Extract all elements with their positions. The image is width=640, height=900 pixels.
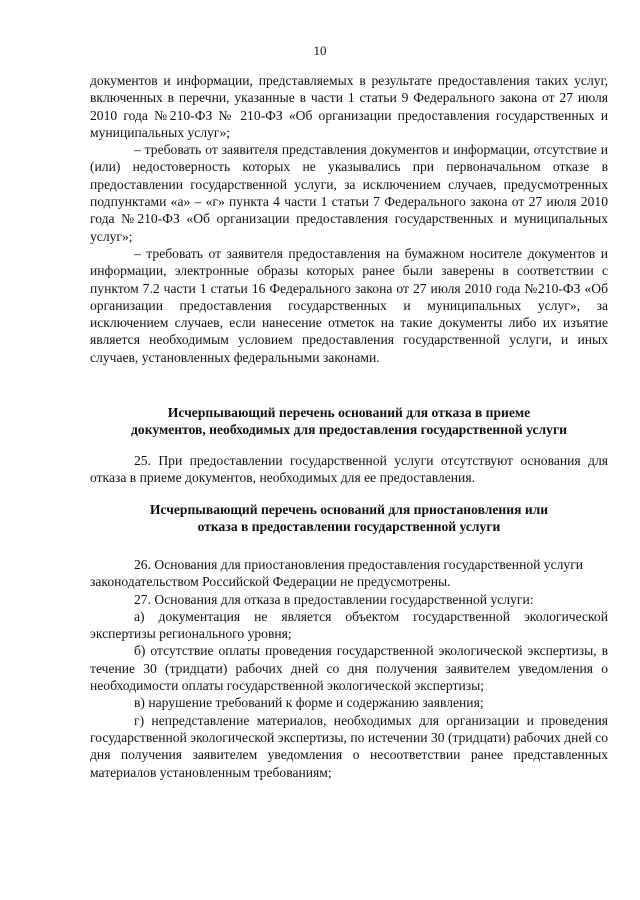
text-block-clauses-26-27 [90, 556, 608, 781]
heading-line: Исчерпывающий перечень оснований для отказа в приеме [167, 405, 531, 420]
paragraph: законодательством Российской Федерации не предусмотрены. [90, 574, 451, 590]
heading-line: Исчерпывающий перечень оснований для приостановления или [149, 502, 549, 517]
list-item: а) документация не является объектом государственной экологической экспертизы регионального уровня; [90, 608, 608, 642]
list-item: в) нарушение требований к форме и содержанию заявления; [134, 695, 484, 711]
list-item: б) отсутствие оплаты проведения государственной экологической экспертизы, в течение 30 (тридцати) рабочих дней со дня получения заявителем уведомления о необходимости оплаты государственной экологической экспертизы; [90, 643, 608, 694]
paragraph: 25. При предоставлении государственной услуги отсутствуют основания для отказа в приеме документов, необходимых для ее предоставления. [90, 453, 608, 486]
text-block-restrictions [90, 72, 608, 366]
section-heading-suspension-refusal [90, 501, 608, 536]
page-number: 10 [313, 43, 327, 58]
paragraph: – требовать от заявителя представления документов и информации, отсутствие и (или) недостоверность которых не указывались при первоначальном отказе в предоставлении государственной услуги, за исключением случаев, предусмотренных подпунктами «а» – «г» пункта 4 части 1 статьи 7 Федерального закона от 27 июля 2010 года №210-ФЗ «Об организации предоставления государственных и муниципальных услуг»; [90, 142, 608, 244]
paragraph: – требовать от заявителя предоставления на бумажном носителе документов и информации, электронные образы которых ранее были заверены в соответствии с пунктом 7.2 части 1 статьи 16 Федерального закона от 27 июля 2010 года №210-ФЗ «Об организации предоставления государственных и муниципальных услуг», за исключением случаев, если нанесение отметок на такие документы либо их изъятие является необходимым условием предоставления государственной услуги, и иных случаев, установленных федеральными законами. [90, 245, 608, 365]
paragraph: 26. Основания для приостановления предоставления государственной услуги [134, 557, 584, 572]
section-heading-refusal-acceptance [90, 404, 608, 439]
paragraph: 27. Основания для отказа в предоставлении государственной услуги: [134, 591, 534, 607]
heading-line: документов, необходимых для предоставления государственной услуги [131, 422, 567, 438]
list-item: г) непредставление материалов, необходимых для организации и проведения государственной экологической экспертизы, по истечении 30 (тридцати) рабочих дней со дня получения заявителем уведомления о несоответствии ранее представленных материалов установленным требованиям; [90, 712, 608, 780]
text-block-clause-25 [90, 452, 608, 487]
heading-line: отказа в предоставлении государственной услуги [197, 519, 501, 535]
paragraph: документов и информации, представляемых в результате предоставления таких услуг, включенных в перечни, указанные в части 1 статьи 9 Федерального закона от 27 июля 2010 года №210-ФЗ № 210-ФЗ «Об организации предоставления государственных и муниципальных услуг»; [90, 73, 608, 140]
